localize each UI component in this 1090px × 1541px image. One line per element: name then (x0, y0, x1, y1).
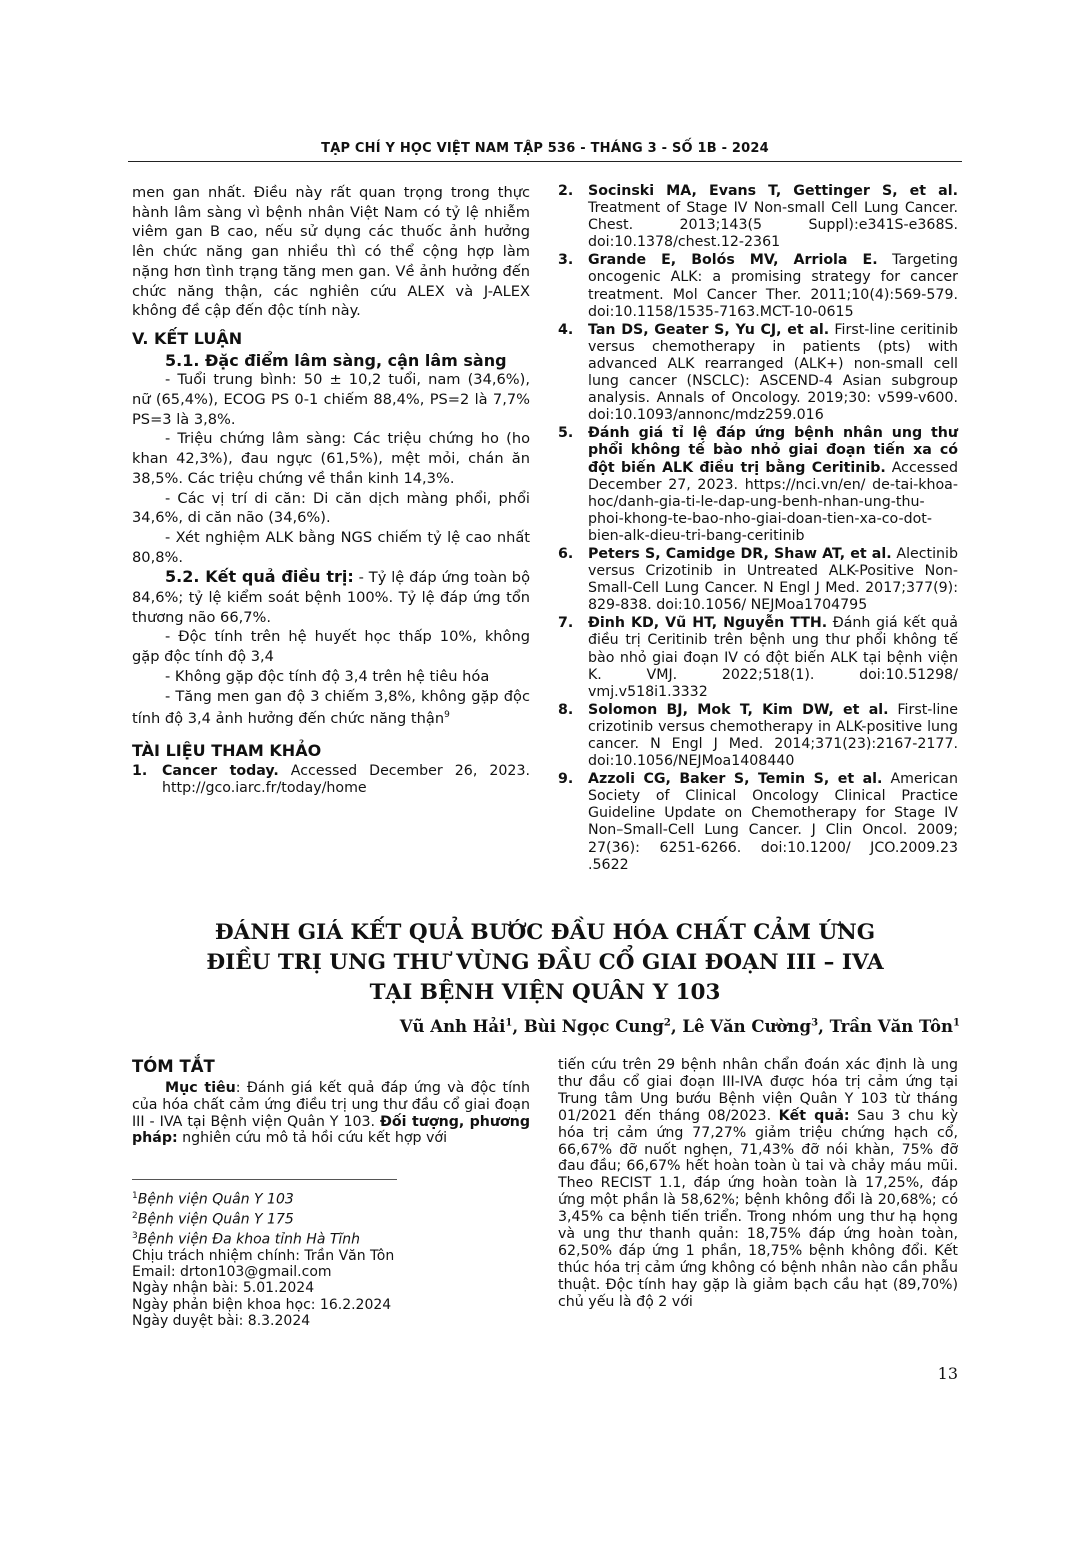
reference-item (558, 546, 958, 614)
reference-item (558, 252, 958, 320)
article-title-line: TẠI BỆNH VIỆN QUÂN Y 103 (369, 980, 721, 1005)
right-column-bottom (558, 1057, 958, 1311)
paragraph-5-2-hematology: - Độc tính trên hệ huyết học thấp 10%, không gặp độc tính độ 3,4 (132, 628, 530, 666)
affiliation-1 (132, 1188, 530, 1208)
affiliation-3 (132, 1228, 530, 1248)
article-title (128, 918, 962, 1008)
affiliation-name: Bệnh viện Quân Y 175 (137, 1211, 294, 1228)
paragraph-5-2-text: - Tỷ lệ đáp ứng toàn bộ 84,6%; tỷ lệ kiểm soát bệnh 100%. Tỷ lệ đáp ứng tổn thương não 66,7%. (132, 569, 531, 626)
reference-number: 6. (558, 545, 574, 562)
reference-item (558, 425, 958, 545)
reference-item (558, 615, 958, 700)
author-affiliation: 2 (663, 1017, 671, 1029)
abstract-text-subjects: tiến cứu trên 29 bệnh nhân chẩn đoán xác định là ung thư đầu cổ giai đoạn III-IVA được hóa trị cảm ứng tại Trung tâm Ung bướu Bệnh viện Quân Y 103 từ tháng 01/2021 đến tháng 08/2023. (558, 1057, 958, 1124)
reference-body (162, 763, 530, 797)
footnotes (132, 1188, 530, 1329)
reference-body (588, 771, 958, 874)
reference-text: Treatment of Stage IV Non-small Cell Lung Cancer. Chest. 2013;143(5 Suppl):e341S-e368S. doi:10.1378/chest.12-2361 (588, 200, 958, 251)
date-received: Ngày nhận bài: 5.01.2024 (132, 1280, 315, 1297)
date-reviewed: Ngày phản biện khoa học: 16.2.2024 (132, 1296, 392, 1313)
reference-number: 9. (558, 771, 574, 788)
author-affiliation: 1 (505, 1017, 513, 1029)
abstract-text-methods: nghiên cứu mô tả hồi cứu kết hợp với (177, 1130, 448, 1147)
footnote-divider (132, 1179, 397, 1180)
reference-text: Đánh giá kết quả điều trị Ceritinib trên bệnh ung thư phổi không tế bào nhỏ giai đoạn IV có đột biến ALK tại bệnh viện K. VMJ. 2022;518(1). doi:10.51298/ vmj.v518i1.3332 (588, 615, 958, 700)
reference-text: Accessed December 26, 2023. http://gco.iarc.fr/today/home (162, 762, 530, 796)
reference-item (558, 322, 958, 425)
reference-authors: Đánh giá tỉ lệ đáp ứng bệnh nhân ung thư phổi không tế bào nhỏ giai đoạn tiến xa có đột biến ALK điều trị bằng Ceritinib. (588, 425, 958, 476)
reference-number: 2. (558, 183, 574, 199)
paragraph-5-1-alk-test: - Xét nghiệm ALK bằng NGS chiếm tỷ lệ cao nhất 80,8%. (132, 528, 530, 566)
reference-list-left (132, 763, 530, 797)
reference-authors: Grande E, Bolós MV, Arriola E. (588, 252, 878, 269)
author-name: Bùi Ngọc Cung (523, 1017, 664, 1036)
paragraph-5-1-symptoms: - Triệu chứng lâm sàng: Các triệu chứng ho (ho khan 42,3%), đau ngực (61,5%), mệt mỏi, chán ăn 38,5%. Các triệu chứng về thần kinh 14,3%. (132, 430, 530, 487)
date-approved: Ngày duyệt bài: 8.3.2024 (132, 1312, 311, 1329)
affiliation-marker: 3 (132, 1231, 138, 1242)
left-column-bottom (132, 1057, 530, 1329)
affiliation-marker: 2 (132, 1211, 138, 1222)
affiliation-2 (132, 1208, 530, 1228)
reference-body (588, 322, 958, 425)
paragraph-5-2-digestive: - Không gặp độc tính độ 3,4 trên hệ tiêu hóa (165, 667, 490, 685)
author-name: Vũ Anh Hải (399, 1017, 506, 1036)
reference-item (558, 183, 958, 251)
reference-item (558, 771, 958, 874)
article-title-line: ĐÁNH GIÁ KẾT QUẢ BƯỚC ĐẦU HÓA CHẤT CẢM ỨNG (214, 920, 876, 945)
reference-number: 1. (132, 762, 148, 779)
article-title-line: ĐIỀU TRỊ UNG THƯ VÙNG ĐẦU CỔ GIAI ĐOẠN III – IVA (206, 950, 884, 975)
header-divider (128, 161, 962, 162)
reference-text: American Society of Clinical Oncology Clinical Practice Guideline Update on Chemotherapy for Stage IV Non–Small-Cell Lung Cancer. J Clin Oncol. 2009; 27(36): 6251-6266. doi:10.1200/ JCO.2009.23 .5622 (588, 771, 958, 873)
section-heading-conclusion: V. KẾT LUẬN (132, 328, 243, 348)
paragraph-5-2-results (132, 567, 530, 627)
reference-authors: Azzoli CG, Baker S, Temin S, et al. (588, 771, 883, 788)
subheading-5-2: 5.2. Kết quả điều trị: (165, 567, 354, 587)
reference-text: Alectinib versus Crizotinib in Untreated ALK-Positive Non-Small-Cell Lung Cancer. N Engl J Med. 2017;377(9): 829-838. doi:10.1056/ NEJMoa1704795 (588, 545, 958, 614)
reference-authors: Đinh KD, Vũ HT, Nguyễn TTH. (588, 615, 828, 632)
reference-number: 3. (558, 252, 574, 269)
abstract-text-objective: : Đánh giá kết quả đáp ứng và độc tính của hóa chất cảm ứng điều trị ung thư đầu cổ giai đoạn III - IVA tại Bệnh viện Quân Y 103. (132, 1079, 531, 1130)
reference-body (588, 252, 958, 320)
abstract-paragraph (132, 1080, 530, 1148)
paragraph-5-1-metastasis: - Các vị trí di căn: Di căn dịch màng phổi, phổi 34,6%, di căn não (34,6%). (132, 489, 530, 527)
reference-text: First-line ceritinib versus chemotherapy in patients (pts) with advanced ALK rearranged (ALK+) non-small cell lung cancer (NSCLC): ASCEND-4 Asian subgroup analysis. Annals of Oncology. 2019;30: v599-v600. doi:10.1093/annonc/mdz259.016 (588, 321, 958, 424)
responsible-author: Chịu trách nhiệm chính: Trần Văn Tôn (132, 1247, 395, 1264)
reference-number: 7. (558, 615, 574, 632)
left-column-top (132, 183, 530, 798)
abstract-text-results: Sau 3 chu kỳ hóa trị cảm ứng 77,27% giảm triệu chứng hạch cổ, 66,67% đỡ nuốt nghẹn, 71,43% đỡ nói khàn, 75% đỡ đau đầu; 66,67% hết hoàn toàn ù tai và chảy máu mũi. Theo RECIST 1.1, đáp ứng hoàn toàn là 17,25%, đáp ứng một phần là 58,62%; bệnh không đổi là 20,68%; có 3,45% ca bệnh tiến triển. Trong nhóm ung thư hạ họng và ung thư thanh quản: 18,75% đáp ứng hoàn toàn, 62,50% đáp ứng 1 phần, 18,75% bệnh không đổi. Kết thúc hóa trị cảm ứng không có bệnh nhân nào cần phẫu thuật. Độc tính hay gặp là giảm bạch cầu hạt (89,70%) chủ yếu là độ 2 với (558, 1107, 959, 1310)
reference-authors: Peters S, Camidge DR, Shaw AT, et al. (588, 545, 892, 562)
contact-email: Email: drton103@gmail.com (132, 1264, 332, 1281)
author-name: Lê Văn Cường (682, 1017, 812, 1036)
reference-authors: Cancer today. (162, 762, 279, 779)
reference-number: 5. (558, 425, 574, 442)
affiliation-marker: 1 (132, 1191, 138, 1202)
references-heading: TÀI LIỆU THAM KHẢO (132, 740, 322, 760)
citation-superscript: 9 (444, 710, 450, 721)
reference-body (588, 702, 958, 770)
intro-paragraph: men gan nhất. Điều này rất quan trọng trong thực hành lâm sàng vì bệnh nhân Việt Nam có tỷ lệ nhiễm viêm gan B cao, nếu sử dụng các thuốc ảnh hưởng lên chức năng gan nhiều thì có thể cộng hợp làm nặng hơn tình trạng tăng men gan. Về ảnh hưởng đến chức năng thận, các nghiên cứu ALEX và J-ALEX không đề cập đến độc tính này. (132, 184, 530, 320)
reference-text: First-line crizotinib versus chemotherapy in ALK-positive lung cancer. N Engl J Med. 2014;371(23):2167-2177. doi:10.1056/NEJMoa1408440 (588, 701, 958, 770)
reference-item (132, 763, 530, 797)
reference-body (588, 183, 958, 251)
reference-list-right (558, 183, 958, 875)
reference-number: 4. (558, 321, 574, 338)
paragraph-5-2-liver (132, 687, 530, 729)
reference-authors: Tan DS, Geater S, Yu CJ, et al. (588, 321, 830, 338)
affiliation-name: Bệnh viện Đa khoa tỉnh Hà Tĩnh (137, 1231, 361, 1248)
abstract-continued (558, 1057, 958, 1311)
summary-heading: TÓM TẮT (132, 1057, 215, 1076)
reference-authors: Solomon BJ, Mok T, Kim DW, et al. (588, 701, 889, 718)
page-number: 13 (937, 1364, 958, 1383)
journal-header: TẠP CHÍ Y HỌC VIỆT NAM TẬP 536 - THÁNG 3 - SỐ 1B - 2024 (321, 141, 769, 156)
abstract-label-objective: Mục tiêu (165, 1079, 236, 1096)
paragraph-5-2-liver-text: - Tăng men gan độ 3 chiếm 3,8%, không gặp độc tính độ 3,4 ảnh hưởng đến chức năng thận (132, 687, 530, 728)
subheading-5-1: 5.1. Đặc điểm lâm sàng, cận lâm sàng (165, 350, 507, 370)
author-list: Vũ Anh Hải$^1$, Bùi Ngọc Cung$^2$, Lê Văn Cường$^3$, Trần Văn Tôn$^1$ (399, 1017, 960, 1036)
author-name: Trần Văn Tôn (829, 1017, 954, 1036)
reference-text: Accessed December 27, 2023. https://nci.vn/en/ de-tai-khoa-hoc/danh-gia-ti-le-dap-ung-benh-nhan-ung-thu-phoi-khong-te-bao-nho-giai-doan-tien-xa-co-dot-bien-alk-dieu-tri-bang-ceritinib (588, 459, 958, 544)
abstract-label-results: Kết quả: (778, 1107, 850, 1124)
paragraph-5-1-age: - Tuổi trung bình: 50 ± 10,2 tuổi, nam (34,6%), nữ (65,4%), ECOG PS 0-1 chiếm 88,4%, PS=2 là 7,7% PS=3 là 3,8%. (132, 371, 530, 428)
reference-authors: Socinski MA, Evans T, Gettinger S, et al. (588, 183, 958, 199)
reference-text: Targeting oncogenic ALK: a promising strategy for cancer treatment. Mol Cancer Ther. 2011;10(4):569-579. doi:10.1158/1535-7163.MCT-10-0615 (588, 252, 959, 320)
reference-number: 8. (558, 701, 574, 718)
reference-body (588, 425, 958, 545)
affiliation-name: Bệnh viện Quân Y 103 (137, 1191, 294, 1208)
author-affiliation: 1 (953, 1017, 960, 1029)
abstract-label-methods: Đối tượng, phương pháp: (132, 1113, 531, 1147)
reference-body (588, 615, 958, 700)
author-affiliation: 3 (811, 1017, 819, 1029)
reference-item (558, 702, 958, 770)
reference-body (588, 546, 958, 614)
